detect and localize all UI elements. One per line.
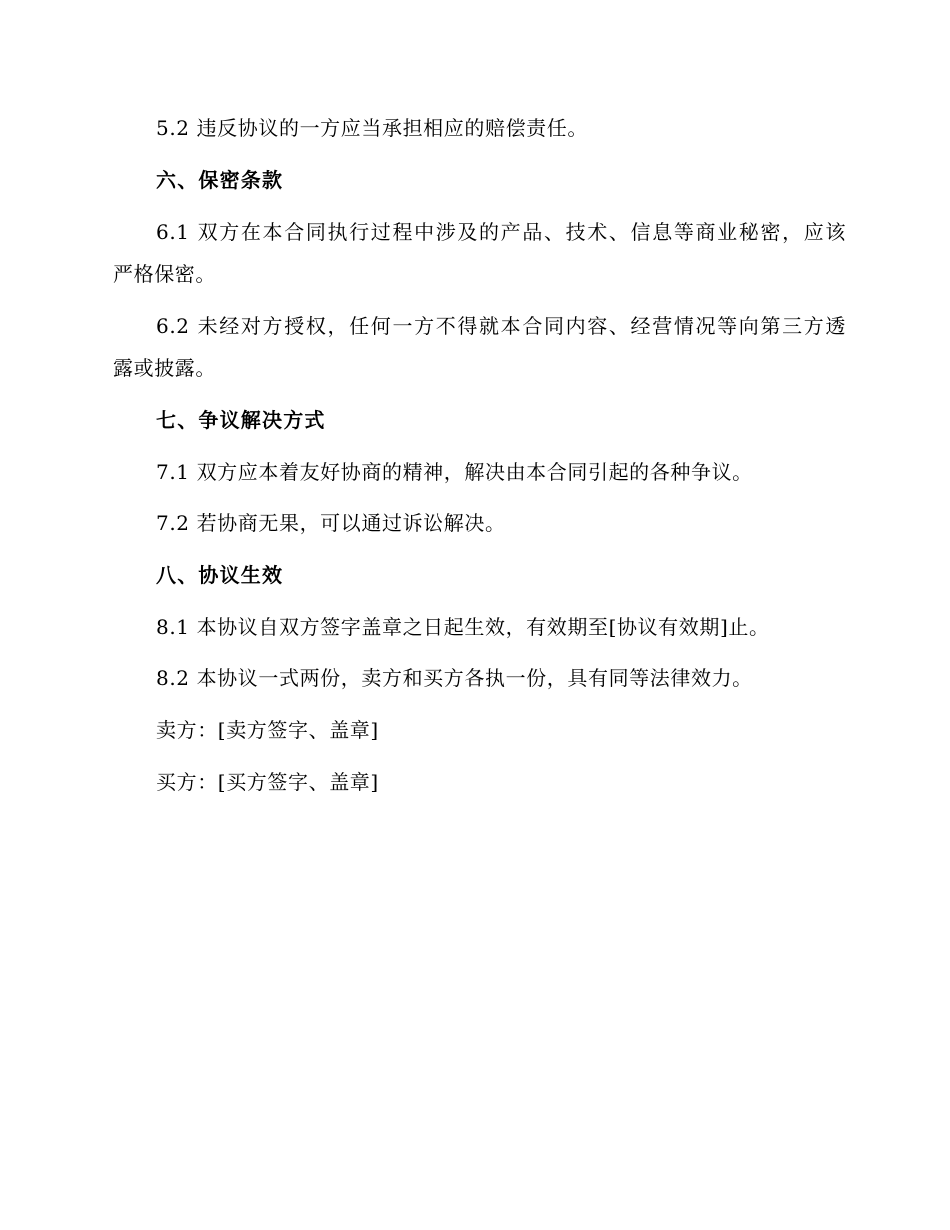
section-7-title: 七、争议解决方式 <box>156 408 326 432</box>
clause-7-2: 7.2 若协商无果，可以通过诉讼解决。 <box>156 511 506 535</box>
section-6-title: 六、保密条款 <box>156 168 284 192</box>
clause-5-2: 5.2 违反协议的一方应当承担相应的赔偿责任。 <box>156 116 588 140</box>
clause-8-1: 8.1 本协议自双方签字盖章之日起生效，有效期至[协议有效期]止。 <box>156 615 770 639</box>
clause-6-2-line-1: 6.2 未经对方授权，任何一方不得就本合同内容、经营情况等向第三方透 <box>156 314 846 338</box>
clause-6-1-line-2: 严格保密。 <box>113 262 216 286</box>
clause-6-1-line-1: 6.1 双方在本合同执行过程中涉及的产品、技术、信息等商业秘密，应该 <box>156 220 846 244</box>
seller-signature-line: 卖方：[卖方签字、盖章] <box>156 718 379 742</box>
clause-6-2-line-2: 露或披露。 <box>113 356 216 380</box>
buyer-signature-line: 买方：[买方签字、盖章] <box>156 770 379 794</box>
clause-8-2: 8.2 本协议一式两份，卖方和买方各执一份，具有同等法律效力。 <box>156 666 753 690</box>
section-8-title: 八、协议生效 <box>156 563 284 587</box>
clause-7-1: 7.1 双方应本着友好协商的精神，解决由本合同引起的各种争议。 <box>156 460 753 484</box>
